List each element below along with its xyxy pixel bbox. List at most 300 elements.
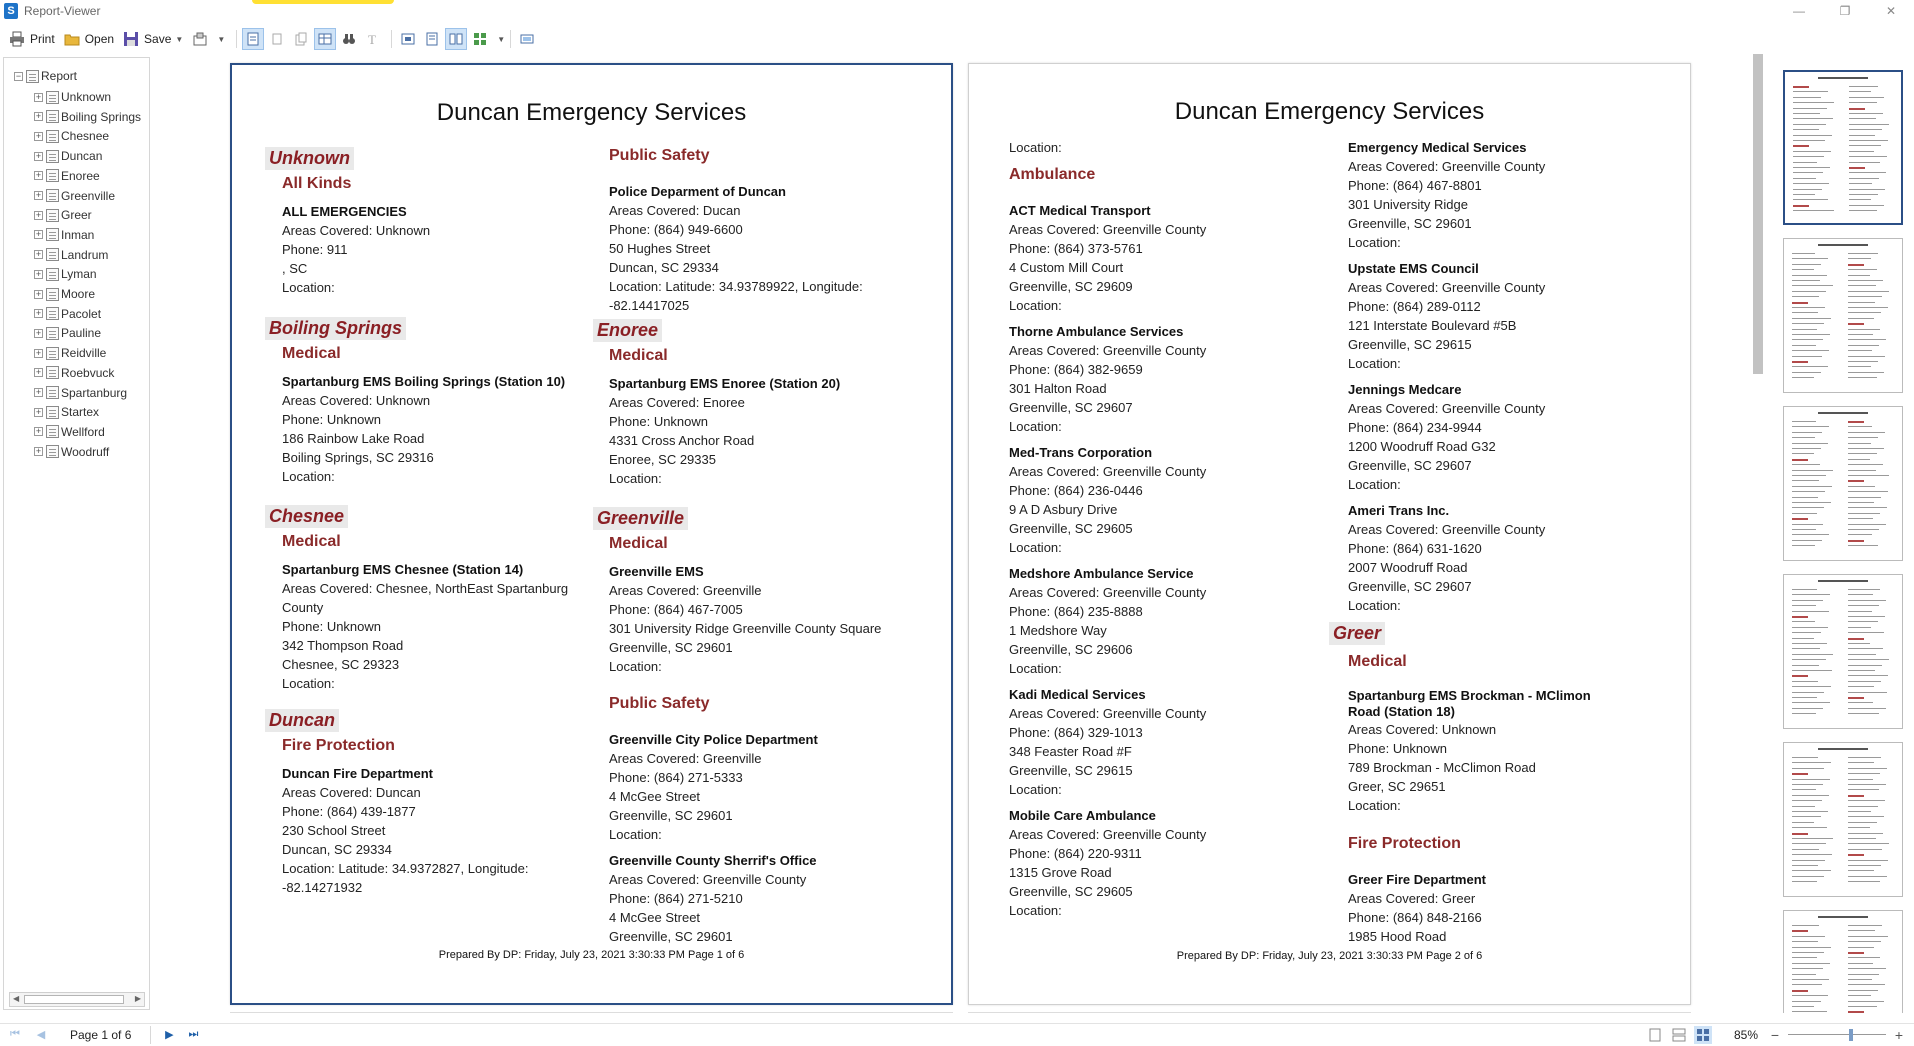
title-bar — [0, 0, 1914, 22]
report-node-icon — [46, 366, 59, 379]
expand-icon[interactable]: + — [35, 268, 42, 279]
city-heading: Greer — [1329, 622, 1385, 645]
service-detail-line: Phone: (864) 848-2166 — [1348, 910, 1482, 925]
report-node-icon — [46, 347, 59, 360]
service-name: ACT Medical Transport — [1009, 203, 1151, 218]
service-entry — [1348, 501, 1545, 615]
service-detail-line: Phone: (864) 949-6600 — [609, 222, 743, 237]
service-entry — [609, 851, 817, 946]
toolbar — [0, 26, 1914, 52]
service-detail-line: Areas Covered: Greenville County — [1348, 159, 1546, 174]
city-heading: Greenville — [593, 507, 688, 530]
tree-node-label: Enoree — [61, 168, 100, 183]
report-node-icon — [46, 169, 59, 182]
status-bar — [0, 1023, 1914, 1045]
page-thumbnail-3[interactable] — [1783, 406, 1903, 561]
tree-node-greer[interactable] — [34, 207, 92, 223]
multi-page-status-icon[interactable] — [1694, 1026, 1712, 1044]
category-heading: Public Safety — [609, 147, 710, 164]
last-page-icon[interactable]: ⏭ — [188, 1028, 199, 1040]
service-detail-line: Areas Covered: Greenville County — [1009, 343, 1207, 358]
service-detail-line: Phone: (864) 236-0446 — [1009, 483, 1143, 498]
expand-icon[interactable]: + — [35, 387, 42, 397]
report-node-icon — [26, 70, 39, 83]
tree-node-label: Spartanburg — [61, 385, 128, 400]
service-detail-line: Areas Covered: Greenville — [609, 751, 762, 766]
service-name: Greenville County Sherrif's Office — [609, 853, 817, 868]
service-entry — [609, 182, 863, 315]
tree-node-label: Moore — [61, 287, 96, 301]
service-detail-line: Areas Covered: Greenville County — [1009, 464, 1207, 479]
tree-node-label: Wellford — [61, 424, 105, 439]
service-entry — [1009, 322, 1206, 436]
report-node-icon — [46, 130, 59, 143]
service-detail-line: Location: — [1009, 540, 1062, 555]
category-heading: Medical — [1348, 653, 1407, 670]
chevron-down-icon[interactable]: ▼ — [497, 34, 506, 44]
close-button[interactable]: ✕ — [1885, 4, 1897, 18]
page-footer: Prepared By DP: Friday, July 23, 2021 3:30:33 PM Page 2 of 6 — [1176, 950, 1483, 962]
service-detail-line: Location: — [282, 280, 335, 295]
two-page-view-icon[interactable] — [445, 28, 467, 50]
service-detail-line: Areas Covered: Greenville County — [1009, 827, 1207, 842]
report-node-icon — [46, 268, 59, 281]
service-detail-line: Areas Covered: Greenville County — [1348, 280, 1546, 295]
service-entry — [1348, 380, 1545, 494]
service-entry — [282, 764, 529, 897]
tree-node-moore[interactable] — [34, 286, 95, 302]
expand-icon[interactable]: + — [35, 150, 42, 161]
tree-node-label: Greer — [61, 208, 92, 223]
service-detail-line: Location: Latitude: 34.93789922, Longitude: — [609, 279, 863, 294]
city-heading: Duncan — [265, 709, 339, 732]
service-detail-line: 4 McGee Street — [609, 910, 701, 925]
page-thumbnail-1[interactable] — [1783, 70, 1903, 225]
service-name: Greenville City Police Department — [609, 732, 818, 747]
service-detail-line: Greenville, SC 29605 — [1009, 521, 1133, 536]
tree-node-woodruff[interactable] — [34, 444, 109, 460]
report-node-icon — [46, 248, 59, 261]
page-footer: Prepared By DP: Friday, July 23, 2021 3:30:33 PM Page 1 of 6 — [438, 949, 745, 961]
service-detail-line: Chesnee, SC 29323 — [282, 657, 400, 672]
service-detail-line: Phone: Unknown — [282, 412, 382, 427]
service-name: Med-Trans Corporation — [1009, 445, 1153, 460]
service-detail-line: Phone: (864) 234-9944 — [1348, 420, 1482, 435]
print-label: Print — [30, 32, 55, 46]
tree-node-boiling-springs[interactable] — [34, 109, 141, 125]
first-page-icon[interactable]: ⏮ — [10, 1028, 20, 1040]
expand-icon[interactable]: + — [35, 229, 42, 240]
expand-icon[interactable]: + — [35, 170, 42, 181]
printer-icon — [9, 31, 25, 47]
service-detail-line: Areas Covered: Ducan — [609, 203, 741, 218]
expand-icon[interactable]: + — [35, 249, 42, 260]
service-detail-line: 348 Feaster Road #F — [1009, 744, 1132, 759]
tree-node-label: Boiling Springs — [61, 109, 142, 124]
tree-node-wellford[interactable] — [34, 424, 105, 440]
service-name: Jennings Medcare — [1348, 382, 1462, 397]
scroll-left-icon[interactable]: ◀ — [13, 994, 20, 1003]
service-detail-line: 2007 Woodruff Road — [1348, 560, 1468, 575]
expand-icon[interactable]: + — [35, 446, 42, 457]
service-detail-line: 789 Brockman - McClimon Road — [1348, 760, 1536, 775]
service-entry — [1009, 564, 1206, 678]
tree-node-label: Unknown — [61, 90, 112, 104]
service-detail-line: 301 Halton Road — [1009, 381, 1107, 396]
tree-node-pacolet[interactable] — [34, 306, 101, 322]
tree-node-inman[interactable] — [34, 227, 94, 243]
service-detail-line: Phone: (864) 467-8801 — [1348, 178, 1482, 193]
service-detail-line: Areas Covered: Unknown — [282, 393, 431, 408]
report-node-icon — [46, 209, 59, 222]
service-detail-line: Duncan, SC 29334 — [609, 260, 719, 275]
tree-node-reidville[interactable] — [34, 345, 106, 361]
service-detail-line: , SC — [282, 261, 308, 276]
service-detail-line: Location: — [609, 659, 662, 674]
report-node-icon — [46, 189, 59, 202]
single-page-view-icon[interactable] — [242, 28, 264, 50]
copy-icon[interactable] — [266, 28, 288, 50]
paste-icon[interactable] — [290, 28, 312, 50]
chevron-down-icon[interactable]: ▼ — [217, 34, 226, 44]
report-node-icon — [46, 445, 59, 458]
service-detail-line: Boiling Springs, SC 29316 — [282, 450, 434, 465]
report-node-icon — [46, 150, 59, 163]
service-name: Thorne Ambulance Services — [1009, 324, 1184, 339]
service-detail-line: Location: — [1348, 356, 1401, 371]
expand-icon[interactable]: + — [35, 308, 42, 319]
service-entry — [1009, 138, 1062, 157]
service-entry — [1348, 259, 1545, 373]
service-detail-line: Phone: (864) 271-5333 — [609, 770, 743, 785]
previous-page-icon[interactable]: ◀ — [36, 1029, 46, 1041]
service-detail-line: Greenville, SC 29607 — [1348, 579, 1472, 594]
tree-node-label: Startex — [61, 405, 100, 420]
expand-icon[interactable]: + — [35, 209, 42, 220]
service-detail-line: Greenville, SC 29601 — [1348, 216, 1472, 231]
service-detail-line: Areas Covered: Chesnee, NorthEast Spartanburg — [282, 581, 569, 596]
service-detail-line: -82.14271932 — [282, 880, 363, 895]
category-heading: Fire Protection — [1348, 835, 1461, 852]
service-detail-line: Phone: Unknown — [1348, 741, 1448, 756]
service-detail-line: 9 A D Asbury Drive — [1009, 502, 1118, 517]
tree-node-label: Landrum — [61, 247, 109, 262]
report-page-1[interactable] — [230, 63, 953, 1005]
service-entry — [1348, 138, 1545, 252]
service-entry — [282, 560, 568, 693]
window-title: Report-Viewer — [24, 4, 101, 18]
scroll-right-icon[interactable]: ▶ — [134, 994, 141, 1003]
service-detail-line: 4 Custom Mill Court — [1009, 260, 1124, 275]
report-node-icon — [46, 327, 59, 340]
zoom-slider[interactable] — [1788, 1028, 1886, 1042]
tree-node-enoree[interactable] — [34, 168, 100, 184]
service-name: Spartanburg EMS Enoree (Station 20) — [609, 376, 841, 391]
service-detail-line: Location: — [1009, 782, 1062, 797]
service-detail-line: Location: — [1009, 903, 1062, 918]
service-detail-line: Greenville, SC 29601 — [609, 808, 733, 823]
page-title: Duncan Emergency Services — [1174, 98, 1485, 125]
expand-icon[interactable]: + — [35, 190, 42, 200]
page-thumbnail-6[interactable] — [1783, 910, 1903, 1013]
service-name: ALL EMERGENCIES — [282, 204, 407, 219]
tree-node-label: Chesnee — [61, 129, 110, 144]
service-entry — [282, 372, 565, 486]
service-detail-line: Areas Covered: Unknown — [1348, 722, 1497, 737]
svg-text:T: T — [368, 32, 377, 46]
service-entry — [1009, 806, 1206, 920]
service-entry — [609, 730, 818, 844]
service-detail-line: Greenville, SC 29601 — [609, 929, 733, 944]
tree-node-startex[interactable] — [34, 404, 99, 420]
app-logo-icon: S — [4, 3, 18, 19]
tree-node-label: Pacolet — [61, 306, 102, 321]
service-entry — [609, 374, 840, 488]
service-detail-line: Phone: (864) 439-1877 — [282, 804, 416, 819]
report-tree-panel — [3, 57, 150, 1010]
service-detail-line: Location: — [1348, 477, 1401, 492]
service-detail-line: Phone: (864) 271-5210 — [609, 891, 743, 906]
tree-node-chesnee[interactable] — [34, 128, 109, 144]
print-button[interactable] — [6, 28, 61, 50]
service-detail-line: Areas Covered: Greenville County — [609, 872, 807, 887]
page-indicator: Page 1 of 6 — [70, 1027, 132, 1042]
service-name: Ameri Trans Inc. — [1348, 503, 1450, 518]
expand-icon[interactable]: + — [35, 426, 42, 437]
page-thumbnail-5[interactable] — [1783, 742, 1903, 897]
service-detail-line: Greenville, SC 29607 — [1009, 400, 1133, 415]
tree-node-unknown[interactable] — [34, 89, 111, 105]
service-detail-line: 301 University Ridge Greenville County Square — [609, 621, 882, 636]
single-page-status-icon[interactable] — [1646, 1026, 1664, 1044]
service-detail-line: 1 Medshore Way — [1009, 623, 1107, 638]
service-detail-line: Location: Latitude: 34.9372827, Longitude: — [282, 861, 529, 876]
multi-page-view-icon[interactable] — [469, 28, 491, 50]
tree-node-label: Reidville — [61, 346, 107, 361]
tree-node-label: Lyman — [61, 267, 97, 282]
service-detail-line: Phone: (864) 631-1620 — [1348, 541, 1482, 556]
service-detail-line: Greer, SC 29651 — [1348, 779, 1446, 794]
zoom-in-icon[interactable]: + — [1894, 1027, 1904, 1043]
tree-node-spartanburg[interactable] — [34, 385, 127, 401]
service-name: Upstate EMS Council — [1348, 261, 1479, 276]
tree-node-label: Inman — [61, 227, 95, 242]
service-detail-line: 1200 Woodruff Road G32 — [1348, 439, 1496, 454]
zoom-out-icon[interactable]: − — [1770, 1027, 1780, 1043]
tree-node-label: Duncan — [61, 149, 103, 164]
export-button[interactable] — [189, 28, 231, 50]
expand-icon[interactable]: + — [35, 130, 42, 141]
service-detail-line: 50 Hughes Street — [609, 241, 711, 256]
service-detail-line: Location: — [1009, 140, 1062, 155]
zoom-slider-thumb[interactable] — [1849, 1029, 1853, 1041]
category-heading: All Kinds — [282, 175, 352, 192]
service-detail-line: 4 McGee Street — [609, 789, 701, 804]
expand-icon[interactable]: + — [35, 367, 42, 378]
service-detail-line: Location: — [1348, 235, 1401, 250]
tree-node-pauline[interactable] — [34, 325, 101, 341]
service-detail-line: 4331 Cross Anchor Road — [609, 433, 755, 448]
service-entry — [282, 202, 430, 297]
report-node-icon — [46, 288, 59, 301]
service-detail-line: Areas Covered: Duncan — [282, 785, 421, 800]
yellow-highlight-tab — [252, 0, 394, 4]
service-detail-line: Location: — [282, 676, 335, 691]
document-vertical-scrollbar-thumb[interactable] — [1753, 54, 1763, 374]
page-title: Duncan Emergency Services — [436, 99, 747, 126]
city-heading: Chesnee — [265, 505, 348, 528]
report-node-icon — [46, 110, 59, 123]
service-detail-line: 121 Interstate Boulevard #5B — [1348, 318, 1517, 333]
expand-icon[interactable]: + — [35, 347, 42, 358]
binoculars-find-icon[interactable] — [338, 28, 360, 50]
service-detail-line: Areas Covered: Enoree — [609, 395, 745, 410]
open-label: Open — [84, 32, 115, 46]
service-detail-line: Areas Covered: Greenville — [609, 583, 762, 598]
folder-icon — [64, 31, 80, 47]
service-detail-line: Location: — [1348, 598, 1401, 613]
expand-icon[interactable]: + — [35, 91, 42, 102]
category-heading: Ambulance — [1009, 166, 1096, 183]
service-detail-line: Greenville, SC 29605 — [1009, 884, 1133, 899]
service-detail-line: Enoree, SC 29335 — [609, 452, 716, 467]
service-detail-line: 1985 Hood Road — [1348, 929, 1447, 944]
city-heading: Unknown — [265, 147, 354, 170]
next-page-icon[interactable]: ▶ — [165, 1029, 174, 1041]
open-button[interactable] — [61, 28, 120, 50]
report-node-icon — [46, 425, 59, 438]
text-tool-icon[interactable] — [362, 28, 384, 50]
service-entry — [1009, 443, 1206, 557]
service-detail-line: Phone: (864) 467-7005 — [609, 602, 743, 617]
service-detail-line: 1315 Grove Road — [1009, 865, 1112, 880]
service-detail-line: Areas Covered: Greer — [1348, 891, 1476, 906]
service-detail-line: Location: — [609, 827, 662, 842]
expand-icon[interactable]: + — [35, 288, 42, 299]
service-detail-line: Greenville, SC 29615 — [1009, 763, 1133, 778]
report-node-icon — [46, 91, 59, 104]
service-entry — [1009, 201, 1206, 315]
service-detail-line: Areas Covered: Greenville County — [1348, 401, 1546, 416]
service-detail-line: Phone: (864) 382-9659 — [1009, 362, 1143, 377]
report-node-icon — [46, 228, 59, 241]
scrollbar-thumb[interactable] — [24, 995, 124, 1004]
fit-page-icon[interactable] — [397, 28, 419, 50]
service-name: Spartanburg EMS Chesnee (Station 14) — [282, 562, 524, 577]
service-detail-line: Areas Covered: Greenville County — [1009, 222, 1207, 237]
service-detail-line: 186 Rainbow Lake Road — [282, 431, 425, 446]
tree-node-label: Roebvuck — [61, 365, 115, 380]
service-detail-line: Phone: (864) 220-9311 — [1009, 846, 1142, 861]
report-page-2[interactable] — [968, 63, 1691, 1005]
service-detail-line: 342 Thompson Road — [282, 638, 404, 653]
save-button[interactable] — [120, 28, 189, 50]
fit-width-icon[interactable] — [421, 28, 443, 50]
service-detail-line: Duncan, SC 29334 — [282, 842, 392, 857]
service-detail-line: Location: — [1009, 661, 1062, 676]
tree-node-label: Pauline — [61, 326, 102, 341]
category-heading: Medical — [609, 347, 668, 364]
service-name: Medshore Ambulance Service — [1009, 566, 1194, 581]
service-detail-line: Location: — [1348, 798, 1401, 813]
service-detail-line: Location: — [609, 471, 662, 486]
service-name: Spartanburg EMS Brockman - MClimon Road (Station 18) — [1348, 688, 1591, 719]
service-name: Greenville EMS — [609, 564, 704, 579]
tree-node-roebvuck[interactable] — [34, 365, 114, 381]
service-detail-line: Greenville, SC 29606 — [1009, 642, 1133, 657]
service-entry — [1348, 870, 1486, 946]
table-view-icon[interactable] — [314, 28, 336, 50]
tree-root-label: Report — [41, 69, 78, 83]
service-detail-line: Areas Covered: Greenville County — [1348, 522, 1546, 537]
city-heading: Boiling Springs — [265, 317, 406, 340]
page-thumbnail-2[interactable] — [1783, 238, 1903, 393]
tree-node-lyman[interactable] — [34, 266, 97, 282]
collapse-icon[interactable]: − — [15, 70, 22, 81]
zoom-level: 85% — [1733, 1028, 1758, 1042]
continuous-status-icon[interactable] — [1670, 1026, 1688, 1044]
city-heading: Enoree — [593, 319, 662, 342]
tree-node-duncan[interactable] — [34, 148, 102, 164]
tree-node-greenville[interactable] — [34, 188, 115, 204]
tree-node-label: Woodruff — [61, 444, 110, 459]
service-detail-line: -82.14417025 — [609, 298, 690, 313]
report-node-icon — [46, 307, 59, 320]
service-name: Police Deparment of Duncan — [609, 184, 786, 199]
page-thumbnail-4[interactable] — [1783, 574, 1903, 729]
service-detail-line: Phone: Unknown — [282, 619, 382, 634]
tree-node-landrum[interactable] — [34, 247, 108, 263]
category-heading: Medical — [609, 535, 668, 552]
category-heading: Public Safety — [609, 695, 710, 712]
save-label: Save — [144, 32, 172, 46]
restore-button[interactable]: ❐ — [1839, 4, 1851, 18]
expand-icon[interactable]: + — [35, 327, 42, 338]
service-name: Spartanburg EMS Boiling Springs (Station 10) — [282, 374, 566, 389]
service-detail-line: Phone: Unknown — [609, 414, 709, 429]
chevron-down-icon[interactable]: ▼ — [175, 34, 184, 44]
service-detail-line: Location: — [1009, 298, 1062, 313]
expand-icon[interactable]: + — [35, 406, 42, 417]
export-icon — [192, 31, 208, 47]
thumbnail-panel — [1769, 52, 1914, 1013]
tree-root-node[interactable] — [14, 69, 77, 83]
service-detail-line: Areas Covered: Greenville County — [1009, 585, 1207, 600]
service-entry — [1009, 685, 1206, 799]
service-detail-line: Greenville, SC 29607 — [1348, 458, 1472, 473]
service-detail-line: Phone: (864) 235-8888 — [1009, 604, 1143, 619]
service-name: Duncan Fire Department — [282, 766, 433, 781]
document-viewport[interactable] — [150, 52, 1761, 1013]
category-heading: Medical — [282, 533, 341, 550]
service-detail-line: Greenville, SC 29609 — [1009, 279, 1133, 294]
minimize-button[interactable]: — — [1793, 4, 1805, 18]
service-detail-line: Phone: (864) 289-0112 — [1348, 299, 1481, 314]
service-name: Kadi Medical Services — [1009, 687, 1146, 702]
service-name: Mobile Care Ambulance — [1009, 808, 1156, 823]
service-detail-line: Areas Covered: Greenville County — [1009, 706, 1207, 721]
full-screen-icon[interactable] — [516, 28, 538, 50]
floppy-disk-icon — [123, 31, 139, 47]
service-detail-line: Greenville, SC 29601 — [609, 640, 733, 655]
expand-icon[interactable]: + — [35, 111, 42, 122]
report-node-icon — [46, 406, 59, 419]
service-name: Emergency Medical Services — [1348, 140, 1527, 155]
category-heading: Fire Protection — [282, 737, 395, 754]
service-entry — [1348, 688, 1608, 815]
tree-horizontal-scrollbar[interactable] — [9, 992, 145, 1007]
report-node-icon — [46, 386, 59, 399]
